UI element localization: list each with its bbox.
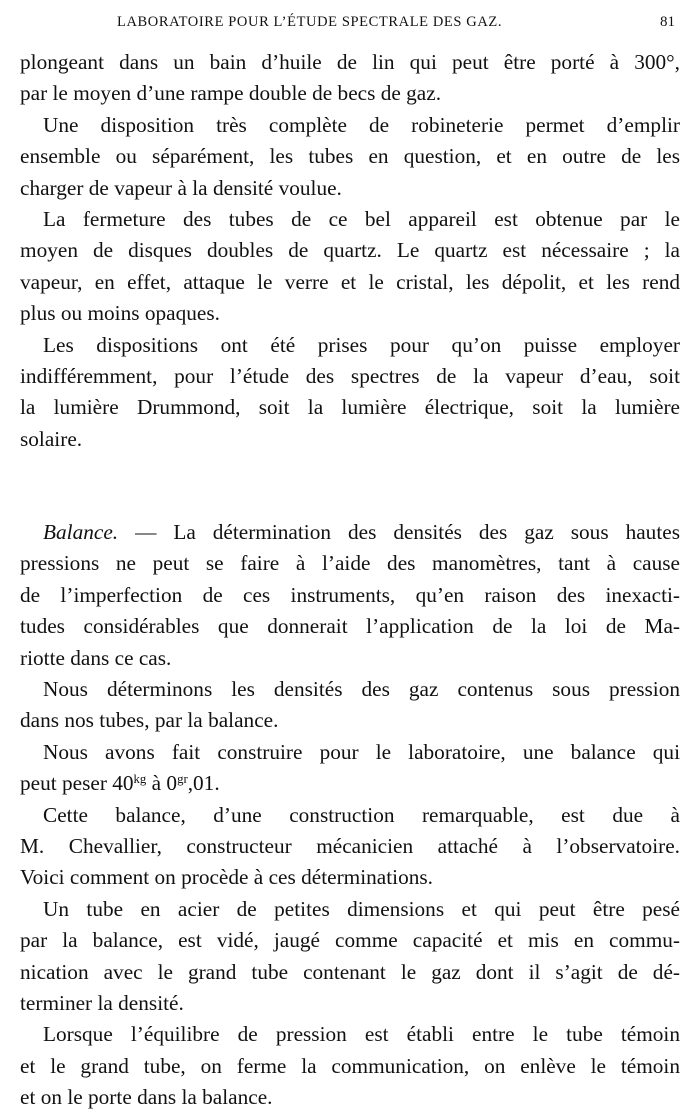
text-line xyxy=(20,768,680,799)
text-line: Une disposition très complète de robineterie permet d’emplir xyxy=(43,112,680,137)
paragraph xyxy=(20,674,680,737)
text-line: plus ou moins opaques. xyxy=(20,301,220,326)
text-line: la lumière Drummond, soit la lumière électrique, soit la lumière xyxy=(20,395,680,420)
text-line: solaire. xyxy=(20,426,83,451)
text-line: vapeur, en effet, attaque le verre et le cristal, les dépolit, et les rend xyxy=(20,269,680,294)
text-line: Les dispositions ont été prises pour qu’on puisse employer xyxy=(43,332,680,357)
paragraph xyxy=(20,47,680,110)
text-line: riotte dans ce cas. xyxy=(20,645,172,670)
paragraph xyxy=(20,737,680,800)
text-line: Cette balance, d’une construction remarquable, est due à xyxy=(43,802,680,827)
text-line: terminer la densité. xyxy=(20,990,184,1015)
text-run: à 0 xyxy=(146,771,178,796)
text-line xyxy=(20,517,680,548)
text-line: ensemble ou séparément, les tubes en question, et en outre de les xyxy=(20,144,680,169)
section-heading: Balance. xyxy=(43,520,119,545)
running-title: LABORATOIRE POUR L’ÉTUDE SPECTRALE DES GAZ. xyxy=(117,14,503,30)
paragraph xyxy=(20,1019,680,1113)
running-header xyxy=(0,14,700,40)
text-line: nication avec le grand tube contenant le gaz dont il s’agit de dé- xyxy=(20,959,680,984)
unit-superscript: kg xyxy=(133,772,147,787)
text-line: Lorsque l’équilibre de pression est établi entre le tube témoin xyxy=(43,1022,680,1047)
section-gap xyxy=(20,455,680,517)
text-line: et on le porte dans la balance. xyxy=(20,1085,273,1110)
text-line: tudes considérables que donnerait l’application de la loi de Ma- xyxy=(20,614,680,639)
text-line: Voici comment on procède à ces déterminations. xyxy=(20,865,433,890)
text-line: plongeant dans un bain d’huile de lin qui peut être porté à 300°, xyxy=(20,50,680,74)
text-line: dans nos tubes, par la balance. xyxy=(20,708,279,733)
page-body xyxy=(20,47,680,1114)
text-run: peut peser 40 xyxy=(20,771,134,796)
text-line: Nous déterminons les densités des gaz contenus sous pression xyxy=(43,677,680,702)
unit-superscript: gr xyxy=(177,772,188,787)
text-line: et le grand tube, on ferme la communication, on enlève le témoin xyxy=(20,1053,680,1078)
text-line: charger de vapeur à la densité voulue. xyxy=(20,175,342,200)
text-line: de l’imperfection de ces instruments, qu’en raison des inexacti- xyxy=(20,582,680,607)
text-run: ,01. xyxy=(187,771,220,796)
paragraph-balance xyxy=(20,517,680,674)
text-line: La fermeture des tubes de ce bel appareil est obtenue par le xyxy=(43,206,680,231)
text-line: M. Chevallier, constructeur mécanicien attaché à l’observatoire. xyxy=(20,833,680,858)
text-line: pressions ne peut se faire à l’aide des manomètres, tant à cause xyxy=(20,551,680,576)
text-line: par la balance, est vidé, jaugé comme capacité et mis en commu- xyxy=(20,928,680,953)
text-line: Un tube en acier de petites dimensions et qui peut être pesé xyxy=(43,896,680,921)
text-line: Nous avons fait construire pour le laboratoire, une balance qui xyxy=(43,739,680,764)
text-run: — La détermination des densités des gaz sous hautes xyxy=(118,520,680,545)
text-line: indifféremment, pour l’étude des spectres de la vapeur d’eau, soit xyxy=(20,363,680,388)
paragraph xyxy=(20,204,680,330)
paragraph xyxy=(20,800,680,894)
paragraph xyxy=(20,330,680,456)
paragraph xyxy=(20,110,680,204)
text-line: moyen de disques doubles de quartz. Le quartz est nécessaire ; la xyxy=(20,238,680,263)
page-number: 81 xyxy=(660,14,675,30)
paragraph xyxy=(20,894,680,1020)
text-line: par le moyen d’une rampe double de becs de gaz. xyxy=(20,81,442,106)
